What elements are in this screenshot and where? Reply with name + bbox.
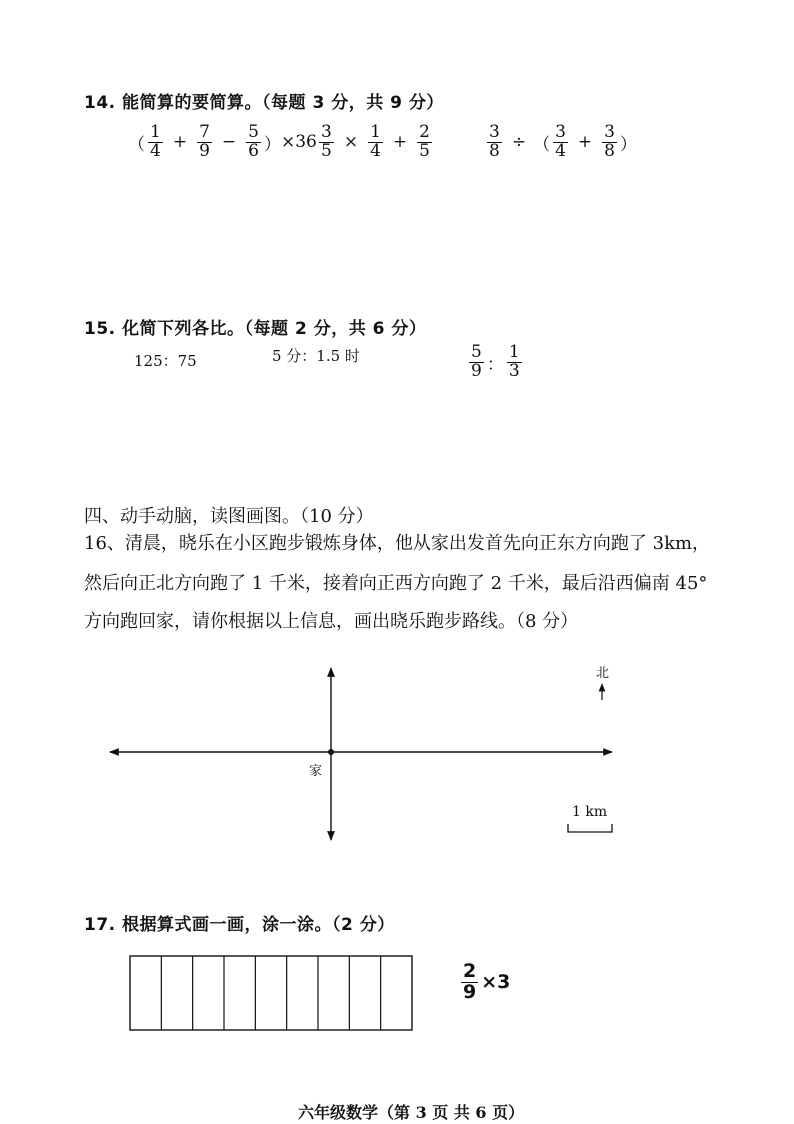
operator: +	[172, 132, 188, 153]
open-paren: （	[128, 134, 145, 155]
fraction: $\frac{3}{4}$	[555, 122, 566, 161]
q15-title: 15. 化简下列各比。（每题 2 分，共 6 分）	[84, 319, 427, 339]
scale-label: 1 km	[572, 804, 608, 820]
fraction-grid-dividers	[161, 956, 380, 1030]
q17-title: 17. 根据算式画一画，涂一涂。（2 分）	[84, 915, 395, 935]
q14-title: 14. 能简算的要简算。（每题 3 分，共 9 分）	[84, 93, 444, 113]
operator: +	[577, 132, 593, 153]
fraction: $\frac{7}{9}$	[199, 122, 210, 161]
north-label: 北	[596, 666, 610, 681]
scale-bar	[568, 824, 612, 832]
home-point	[328, 749, 334, 755]
q16-line-1: 16、清晨，晓乐在小区跑步锻炼身体，他从家出发首先向正东方向跑了 3km，	[84, 533, 711, 554]
q16-line-2: 然后向正北方向跑了 1 千米，接着向正西方向跑了 2 千米，最后沿西偏南 45°	[84, 573, 708, 594]
section-4-title: 四、动手动脑，读图画图。（10 分）	[84, 506, 374, 527]
q17-formula	[458, 962, 510, 1003]
open-paren: （	[533, 134, 551, 155]
fraction: $\frac{2}{5}$	[419, 122, 430, 161]
close-paren: ）	[619, 134, 637, 155]
operator: ÷	[511, 132, 527, 153]
fraction: $\frac{1}{4}$	[370, 122, 381, 161]
fraction: $\frac{5}{6}$	[248, 122, 259, 161]
close-paren: ）	[263, 134, 281, 155]
fraction: $\frac{3}{5}$	[321, 122, 332, 161]
q15-item-2: 5 分：1.5 时	[272, 347, 360, 365]
home-label: 家	[309, 764, 323, 779]
fraction-grid	[130, 956, 412, 1030]
fraction: $\frac{3}{8}$	[604, 122, 615, 161]
fraction: $\frac{3}{8}$	[489, 122, 500, 161]
operator: −	[221, 132, 237, 153]
multiplier: ×3	[481, 971, 511, 994]
page-footer: 六年级数学（第 3 页 共 6 页）	[298, 1103, 525, 1122]
ratio-colon: ：	[486, 354, 504, 375]
fraction: $\frac{1}{3}$	[508, 342, 520, 381]
q15-item-1: 125：75	[134, 352, 197, 370]
fraction: $\frac{5}{9}$	[471, 342, 482, 381]
fraction: $\frac{2}{9}$	[463, 960, 477, 1003]
operator: ×	[343, 132, 359, 153]
fraction: $\frac{1}{4}$	[150, 122, 161, 161]
q16-line-3: 方向跑回家，请你根据以上信息，画出晓乐跑步路线。（8 分）	[84, 611, 579, 632]
multiplier: ×36	[280, 132, 317, 153]
operator: +	[392, 132, 408, 153]
